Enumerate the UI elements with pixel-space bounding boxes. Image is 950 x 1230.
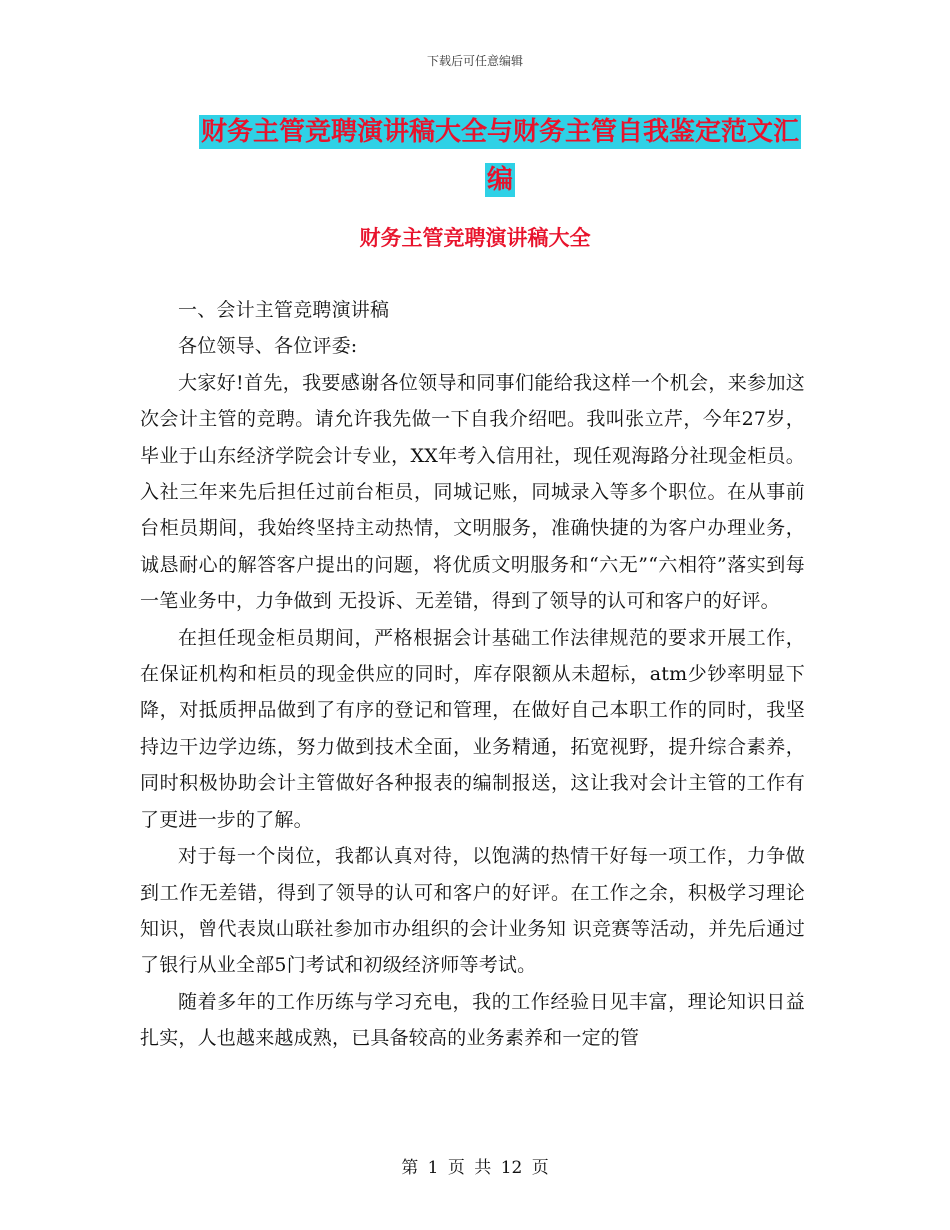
paragraph: 对于每一个岗位，我都认真对待，以饱满的热情干好每一项工作，力争做到工作无差错，得到了领导的认可和客户的好评。在工作之余，积极学习理论知识，曾代表岚山联社参加市办组织的会计业务知 识竞赛等活动，并先后通过了银行从业全部5门考试和初级经济师等考试。: [140, 845, 805, 977]
paragraph: 随着多年的工作历练与学习充电，我的工作经验日见丰富，理论知识日益扎实，人也越来越成熟，已具备较高的业务素养和一定的管: [140, 990, 805, 1050]
paragraph-salutation: 各位领导、各位评委:: [178, 335, 358, 358]
header-note: 下载后可任意编辑: [426, 54, 523, 68]
document-body: [140, 292, 805, 1057]
section-title: 财务主管竞聘演讲稿大全: [359, 226, 591, 250]
page-number: 第 1 页 共 12 页: [401, 1158, 549, 1178]
document-title-text: 财务主管竞聘演讲稿大全与财务主管自我鉴定范文汇编: [200, 117, 799, 195]
document-title: [190, 108, 810, 204]
paragraph: 大家好!首先，我要感谢各位领导和同事们能给我这样一个机会，来参加这次会计主管的竞聘。请允许我先做一下自我介绍吧。我叫张立芹，今年27岁，毕业于山东经济学院会计专业，XX年考入信用社，现任观海路分社现金柜员。入社三年来先后担任过前台柜员，同城记账，同城录入等多个职位。在从事前台柜员期间，我始终坚持主动热情，文明服务，准确快捷的为客户办理业务，诚恳耐心的解答客户提出的问题，将优质文明服务和“六无”“六相符”落实到每一笔业务中，力争做到 无投诉、无差错，得到了领导的认可和客户的好评。: [140, 371, 805, 613]
paragraph: 在担任现金柜员期间，严格根据会计基础工作法律规范的要求开展工作，在保证机构和柜员的现金供应的同时，库存限额从未超标，atm少钞率明显下降，对抵质押品做到了有序的登记和管理，在做好自己本职工作的同时，我坚持边干边学边练，努力做到技术全面，业务精通，拓宽视野，提升综合素养，同时积极协助会计主管做好各种报表的编制报送，这让我对会计主管的工作有了更进一步的了解。: [140, 626, 805, 831]
paragraph-heading: 一、会计主管竞聘演讲稿: [178, 299, 390, 321]
